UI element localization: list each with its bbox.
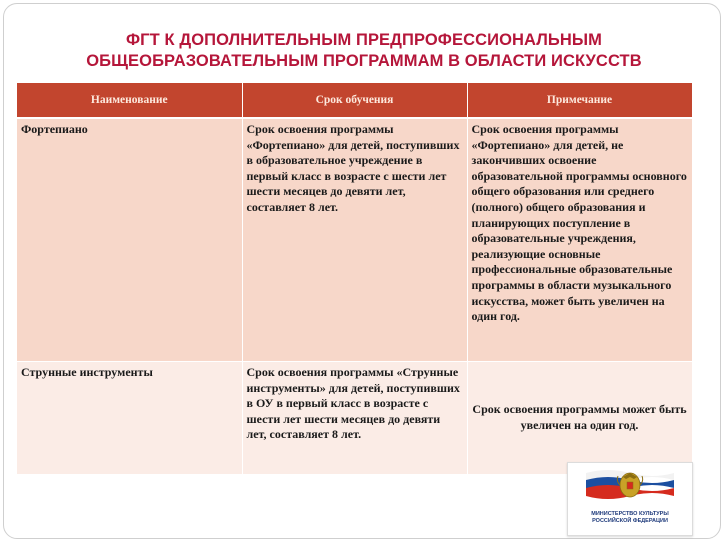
logo-caption [568,511,692,524]
programs-table [17,83,693,475]
slide-title [20,30,708,72]
header-term: Срок обучения [242,83,467,118]
flag-emblem-icon [568,463,692,511]
cell-name: Фортепиано [17,118,242,362]
cell-note: Срок освоения программы «Фортепиано» для детей, не закончивших освоение образовательной программы основного общего образования или среднего (полного) общего образования и планирующих поступление в образовательные учреждения, реализующие основные профессиональные образовательные программы в области музыкального искусства, может быть увеличен на один год. [467,118,692,362]
table-header-row [17,83,692,118]
cell-name: Струнные инструменты [17,362,242,475]
table-row [17,362,692,475]
title-line-2: ОБЩЕОБРАЗОВАТЕЛЬНЫМ ПРОГРАММАМ В ОБЛАСТИ ИСКУССТВ [86,52,642,70]
header-note: Примечание [467,83,692,118]
header-name: Наименование [17,83,242,118]
table-row [17,118,692,362]
cell-note: Срок освоения программы может быть увеличен на один год. [467,362,692,475]
logo-line-2: РОССИЙСКОЙ ФЕДЕРАЦИИ [592,517,668,524]
logo-line-1: МИНИСТЕРСТВО КУЛЬТУРЫ [591,511,669,517]
title-line-1: ФГТ К ДОПОЛНИТЕЛЬНЫМ ПРЕДПРОФЕССИОНАЛЬНЫМ [125,31,602,49]
cell-term: Срок освоения программы «Фортепиано» для детей, поступивших в образовательное учреждение в первый класс в возрасте с шести лет шести месяцев до девяти лет, составляет 8 лет. [242,118,467,362]
ministry-logo [567,462,693,536]
cell-term: Срок освоения программы «Струнные инструменты» для детей, поступивших в ОУ в первый класс в возрасте с шести лет шести месяцев до девяти лет, составляет 8 лет. [242,362,467,475]
